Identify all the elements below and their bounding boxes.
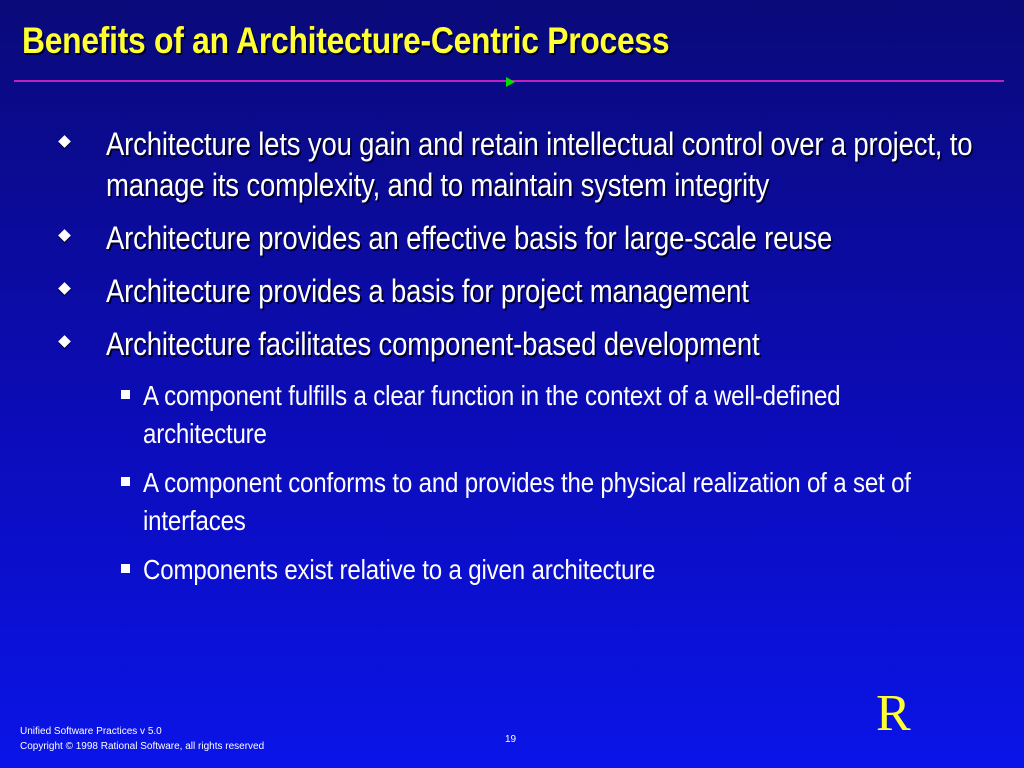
sub-bullet-text: A component conforms to and provides the physical realization of a set of interfaces — [143, 467, 911, 536]
bullet-item — [0, 324, 1024, 365]
square-bullet-icon — [121, 477, 130, 486]
sub-bullet-item — [0, 377, 1024, 453]
bullet-text: Architecture lets you gain and retain intellectual control over a project, to manage its complexity, and to maintain system integrity — [106, 126, 973, 203]
slide-body — [0, 124, 1024, 600]
sub-bullet-item — [0, 464, 1024, 540]
square-bullet-icon — [121, 390, 130, 399]
sub-bullet-text: A component fulfills a clear function in the context of a well-defined architecture — [143, 380, 841, 449]
diamond-bullet-icon — [58, 135, 71, 148]
footer-copyright: Copyright © 1998 Rational Software, all rights reserved — [20, 741, 265, 752]
bullet-text: Architecture provides an effective basis for large-scale reuse — [106, 220, 833, 256]
rational-logo: R — [876, 685, 911, 742]
diamond-bullet-icon — [58, 335, 71, 348]
sub-bullet-text: Components exist relative to a given architecture — [143, 554, 656, 585]
diamond-bullet-icon — [58, 229, 71, 242]
footer-version: Unified Software Practices v 5.0 — [20, 726, 162, 737]
play-arrow-icon — [506, 77, 515, 87]
slide-title: Benefits of an Architecture-Centric Process — [22, 20, 670, 61]
bullet-text: Architecture provides a basis for project management — [106, 273, 749, 309]
sub-bullet-item — [0, 551, 1024, 589]
bullet-text: Architecture facilitates component-based development — [106, 326, 760, 362]
bullet-item — [0, 271, 1024, 312]
diamond-bullet-icon — [58, 282, 71, 295]
square-bullet-icon — [121, 564, 130, 573]
footer-credits — [20, 724, 264, 754]
bullet-item — [0, 124, 1024, 206]
page-number: 19 — [505, 734, 517, 745]
bullet-item — [0, 218, 1024, 259]
